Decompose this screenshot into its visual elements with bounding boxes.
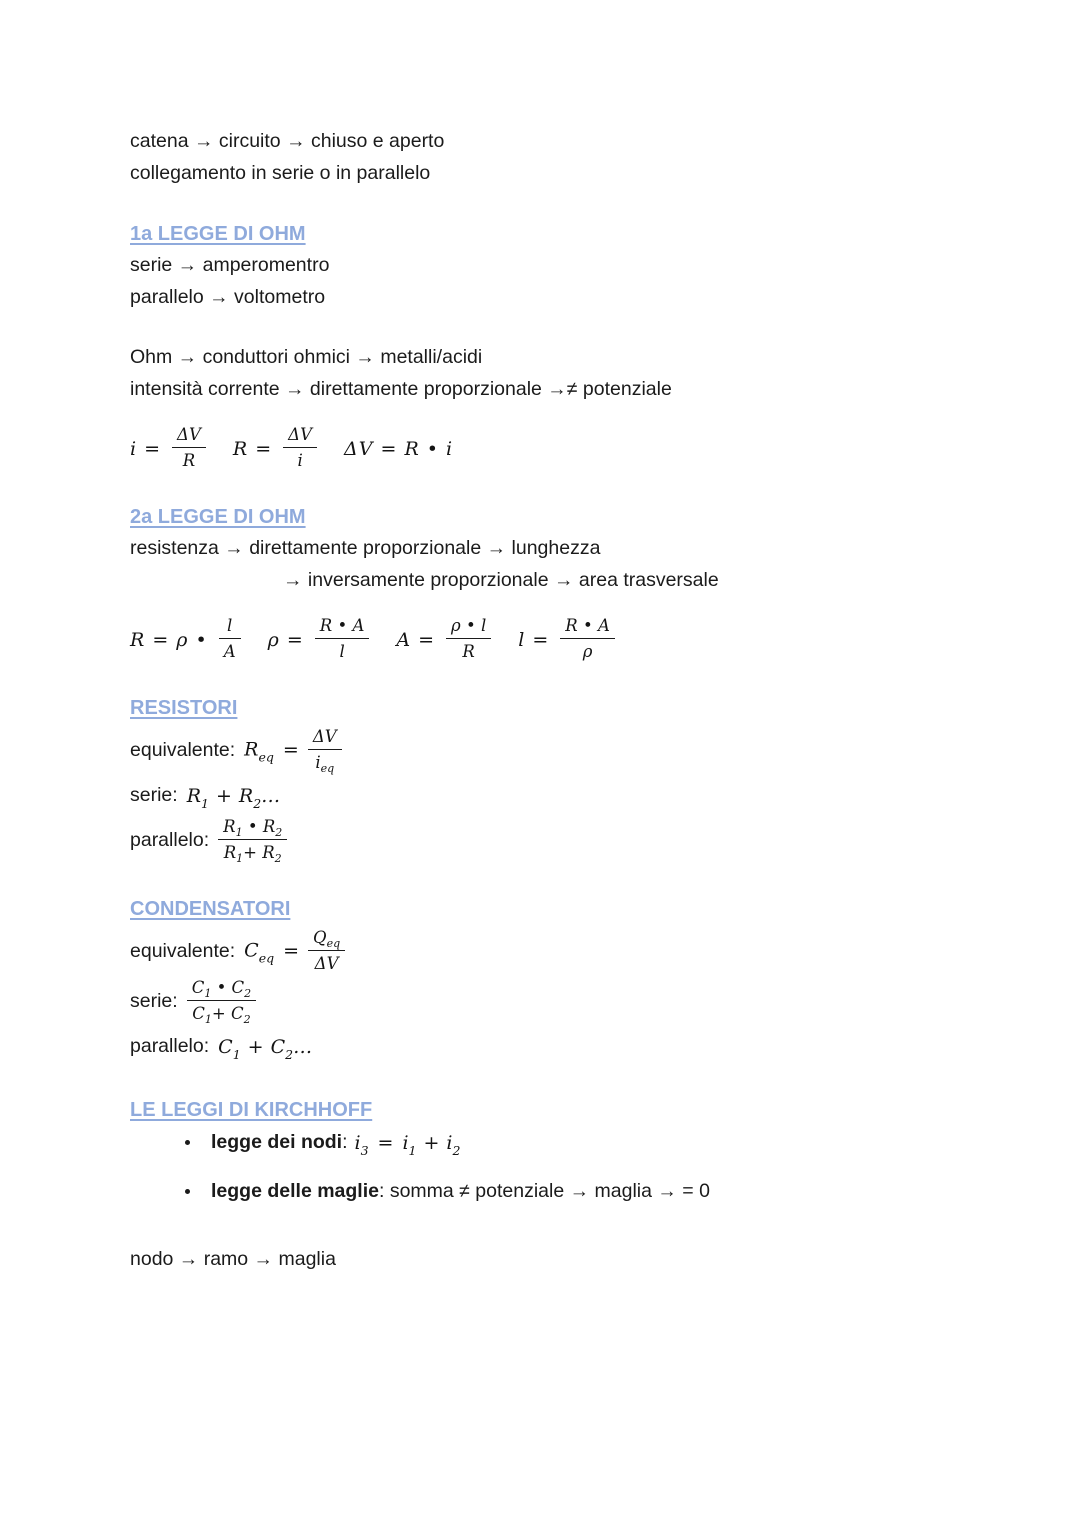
variable: C xyxy=(192,1004,205,1023)
fraction xyxy=(560,616,615,663)
fraction xyxy=(283,425,317,472)
subscript: eq xyxy=(258,749,274,765)
dot-operator: • xyxy=(247,817,258,836)
fraction xyxy=(446,616,491,663)
variable: C xyxy=(218,1035,233,1058)
resistori-equivalente-line xyxy=(130,727,970,774)
equals-sign: = xyxy=(377,1131,394,1154)
subscript: 1 xyxy=(236,852,244,865)
fraction xyxy=(172,425,206,472)
ohm2-inversamente-line: → inversamente proporzionale → area trasversale xyxy=(283,568,719,591)
heading-prima-legge-ohm: 1a LEGGE DI OHM xyxy=(130,223,306,245)
variable: R xyxy=(223,843,237,862)
formula-r-equals xyxy=(233,425,317,472)
fraction xyxy=(315,616,370,663)
intro-line-1: catena → circuito → chiuso e aperto xyxy=(130,130,445,152)
formula-lhs: R = xyxy=(232,437,273,460)
subscript: 3 xyxy=(360,1142,369,1158)
condensatori-parallelo-formula xyxy=(218,1035,313,1062)
variable: Q xyxy=(313,928,327,947)
plus-sign: + xyxy=(211,1004,226,1023)
formula-lhs: R = ρ • xyxy=(130,628,208,651)
ohm1-intensita-line: intensità corrente → direttamente proporzionale →≠ potenziale xyxy=(130,377,672,400)
subscript: 2 xyxy=(253,795,262,811)
plus-sign: + xyxy=(215,784,232,807)
ohm1-parallelo-line: parallelo → voltometro xyxy=(130,285,326,308)
subscript: 2 xyxy=(274,852,282,865)
plus-sign: + xyxy=(423,1131,440,1154)
fraction xyxy=(308,727,342,774)
condensatori-serie-line xyxy=(130,978,970,1025)
variable: C xyxy=(270,1035,286,1058)
variable: C xyxy=(244,939,259,962)
subscript: 2 xyxy=(285,1046,294,1062)
variable: C xyxy=(231,978,245,997)
ellipsis: … xyxy=(293,1035,313,1058)
variable: i xyxy=(446,1131,453,1154)
condensatori-equivalente-line xyxy=(130,928,970,975)
fraction-numerator: R • A xyxy=(560,616,615,639)
subscript: 1 xyxy=(204,1013,212,1026)
ohm1-conduttori-line: Ohm → conduttori ohmici → metalli/acidi xyxy=(130,346,483,368)
fraction-numerator: l xyxy=(219,616,241,639)
maglie-text: : somma ≠ potenziale → maglia → = 0 xyxy=(378,1180,710,1202)
fraction-denominator: i xyxy=(297,451,303,470)
subscript: 2 xyxy=(244,987,252,1000)
subscript: 2 xyxy=(452,1142,461,1158)
heading-condensatori: CONDENSATORI xyxy=(130,898,291,920)
variable: i xyxy=(354,1131,361,1154)
fraction-denominator xyxy=(218,840,287,864)
heading-resistori: RESISTORI xyxy=(130,697,238,719)
fraction-numerator xyxy=(218,817,287,840)
resistori-eq-formula xyxy=(244,727,341,774)
parallelo-label: parallelo: xyxy=(130,1035,210,1057)
fraction-numerator: ΔV xyxy=(283,425,317,448)
fraction-denominator: A xyxy=(223,642,236,661)
variable: R xyxy=(262,843,275,862)
heading-seconda-legge-ohm: 2a LEGGE DI OHM xyxy=(130,506,306,528)
equals-sign: = xyxy=(282,738,299,761)
fraction-numerator xyxy=(308,928,345,951)
fraction-denominator: R xyxy=(182,451,196,470)
plus-sign: + xyxy=(243,843,257,862)
variable: R xyxy=(262,817,276,836)
formula-lhs: A = xyxy=(396,628,436,651)
outro-line: nodo → ramo → maglia xyxy=(130,1248,336,1270)
subscript: 1 xyxy=(204,987,212,1000)
variable: C xyxy=(230,1004,244,1023)
variable: R xyxy=(238,784,254,807)
ohm1-formula-row xyxy=(130,425,970,472)
subscript: eq xyxy=(320,762,335,775)
condensatori-eq-formula xyxy=(244,928,345,975)
resistori-parallelo-line xyxy=(130,817,970,864)
fraction xyxy=(218,817,287,864)
formula-lhs: l = xyxy=(518,628,550,651)
ohm2-formula-row xyxy=(130,616,970,663)
colon: : xyxy=(342,1131,348,1153)
fraction xyxy=(219,616,241,663)
fraction-denominator xyxy=(308,750,342,774)
equivalente-label: equivalente: xyxy=(130,940,236,962)
equivalente-label: equivalente: xyxy=(130,739,236,761)
subscript: 1 xyxy=(235,826,243,839)
formula-rho xyxy=(268,616,370,663)
resistori-serie-formula xyxy=(186,784,281,811)
fraction-denominator: l xyxy=(339,642,345,661)
variable: i xyxy=(402,1131,409,1154)
fraction-denominator: R xyxy=(462,642,475,661)
formula-lhs: ρ = xyxy=(267,628,304,651)
ohm2-resistenza-line: resistenza → direttamente proporzionale → lunghezza xyxy=(130,537,601,559)
nodi-formula xyxy=(354,1131,461,1158)
fraction-denominator: ΔV xyxy=(314,954,339,973)
kirchhoff-list xyxy=(130,1131,970,1220)
plus-sign: + xyxy=(247,1035,264,1058)
legge-nodi-label: • legge dei nodi xyxy=(211,1131,343,1153)
subscript: eq xyxy=(258,950,275,966)
subscript: eq xyxy=(326,937,341,950)
fraction-numerator xyxy=(187,978,256,1001)
formula-lhs: i = xyxy=(130,437,162,460)
subscript: 1 xyxy=(201,795,209,811)
dot-operator: • xyxy=(216,978,227,997)
condensatori-serie-formula xyxy=(187,978,256,1025)
heading-kirchhoff: LE LEGGI DI KIRCHHOFF xyxy=(130,1099,373,1121)
legge-maglie-label: • legge delle maglie xyxy=(211,1180,379,1202)
resistori-parallelo-formula xyxy=(218,817,287,864)
fraction xyxy=(187,978,256,1025)
fraction-numerator: R • A xyxy=(315,616,370,639)
subscript: 1 xyxy=(408,1142,417,1158)
condensatori-parallelo-line xyxy=(130,1028,970,1065)
subscript: 1 xyxy=(232,1046,241,1062)
resistori-serie-line xyxy=(130,777,970,814)
equals-sign: = xyxy=(283,939,300,962)
fraction-denominator xyxy=(187,1001,256,1025)
ellipsis: … xyxy=(261,784,281,807)
subscript: 2 xyxy=(275,826,283,839)
ohm1-serie-line: serie → amperomentro xyxy=(130,254,330,276)
formula-i-equals xyxy=(130,425,206,472)
kirchhoff-maglie-item xyxy=(202,1180,970,1220)
fraction-denominator: ρ xyxy=(582,642,593,661)
variable: R xyxy=(186,784,201,807)
formula-r-rho xyxy=(130,616,241,663)
fraction xyxy=(308,928,345,975)
fraction-numerator: ρ • l xyxy=(446,616,491,639)
serie-label: serie: xyxy=(130,990,178,1012)
formula-text: ΔV = R • i xyxy=(344,437,454,460)
fraction-numerator: ΔV xyxy=(172,425,206,448)
variable: R xyxy=(244,738,259,761)
parallelo-label: parallelo: xyxy=(130,829,210,851)
variable: i xyxy=(315,753,321,772)
intro-line-2: collegamento in serie o in parallelo xyxy=(130,161,431,184)
formula-area xyxy=(396,616,491,663)
kirchhoff-nodi-item xyxy=(202,1131,970,1171)
variable: C xyxy=(191,978,205,997)
formula-lunghezza xyxy=(518,616,615,663)
variable: R xyxy=(223,817,236,836)
formula-deltav-equals xyxy=(344,438,464,460)
subscript: 2 xyxy=(243,1013,251,1026)
serie-label: serie: xyxy=(130,784,178,806)
fraction-numerator: ΔV xyxy=(308,727,342,750)
